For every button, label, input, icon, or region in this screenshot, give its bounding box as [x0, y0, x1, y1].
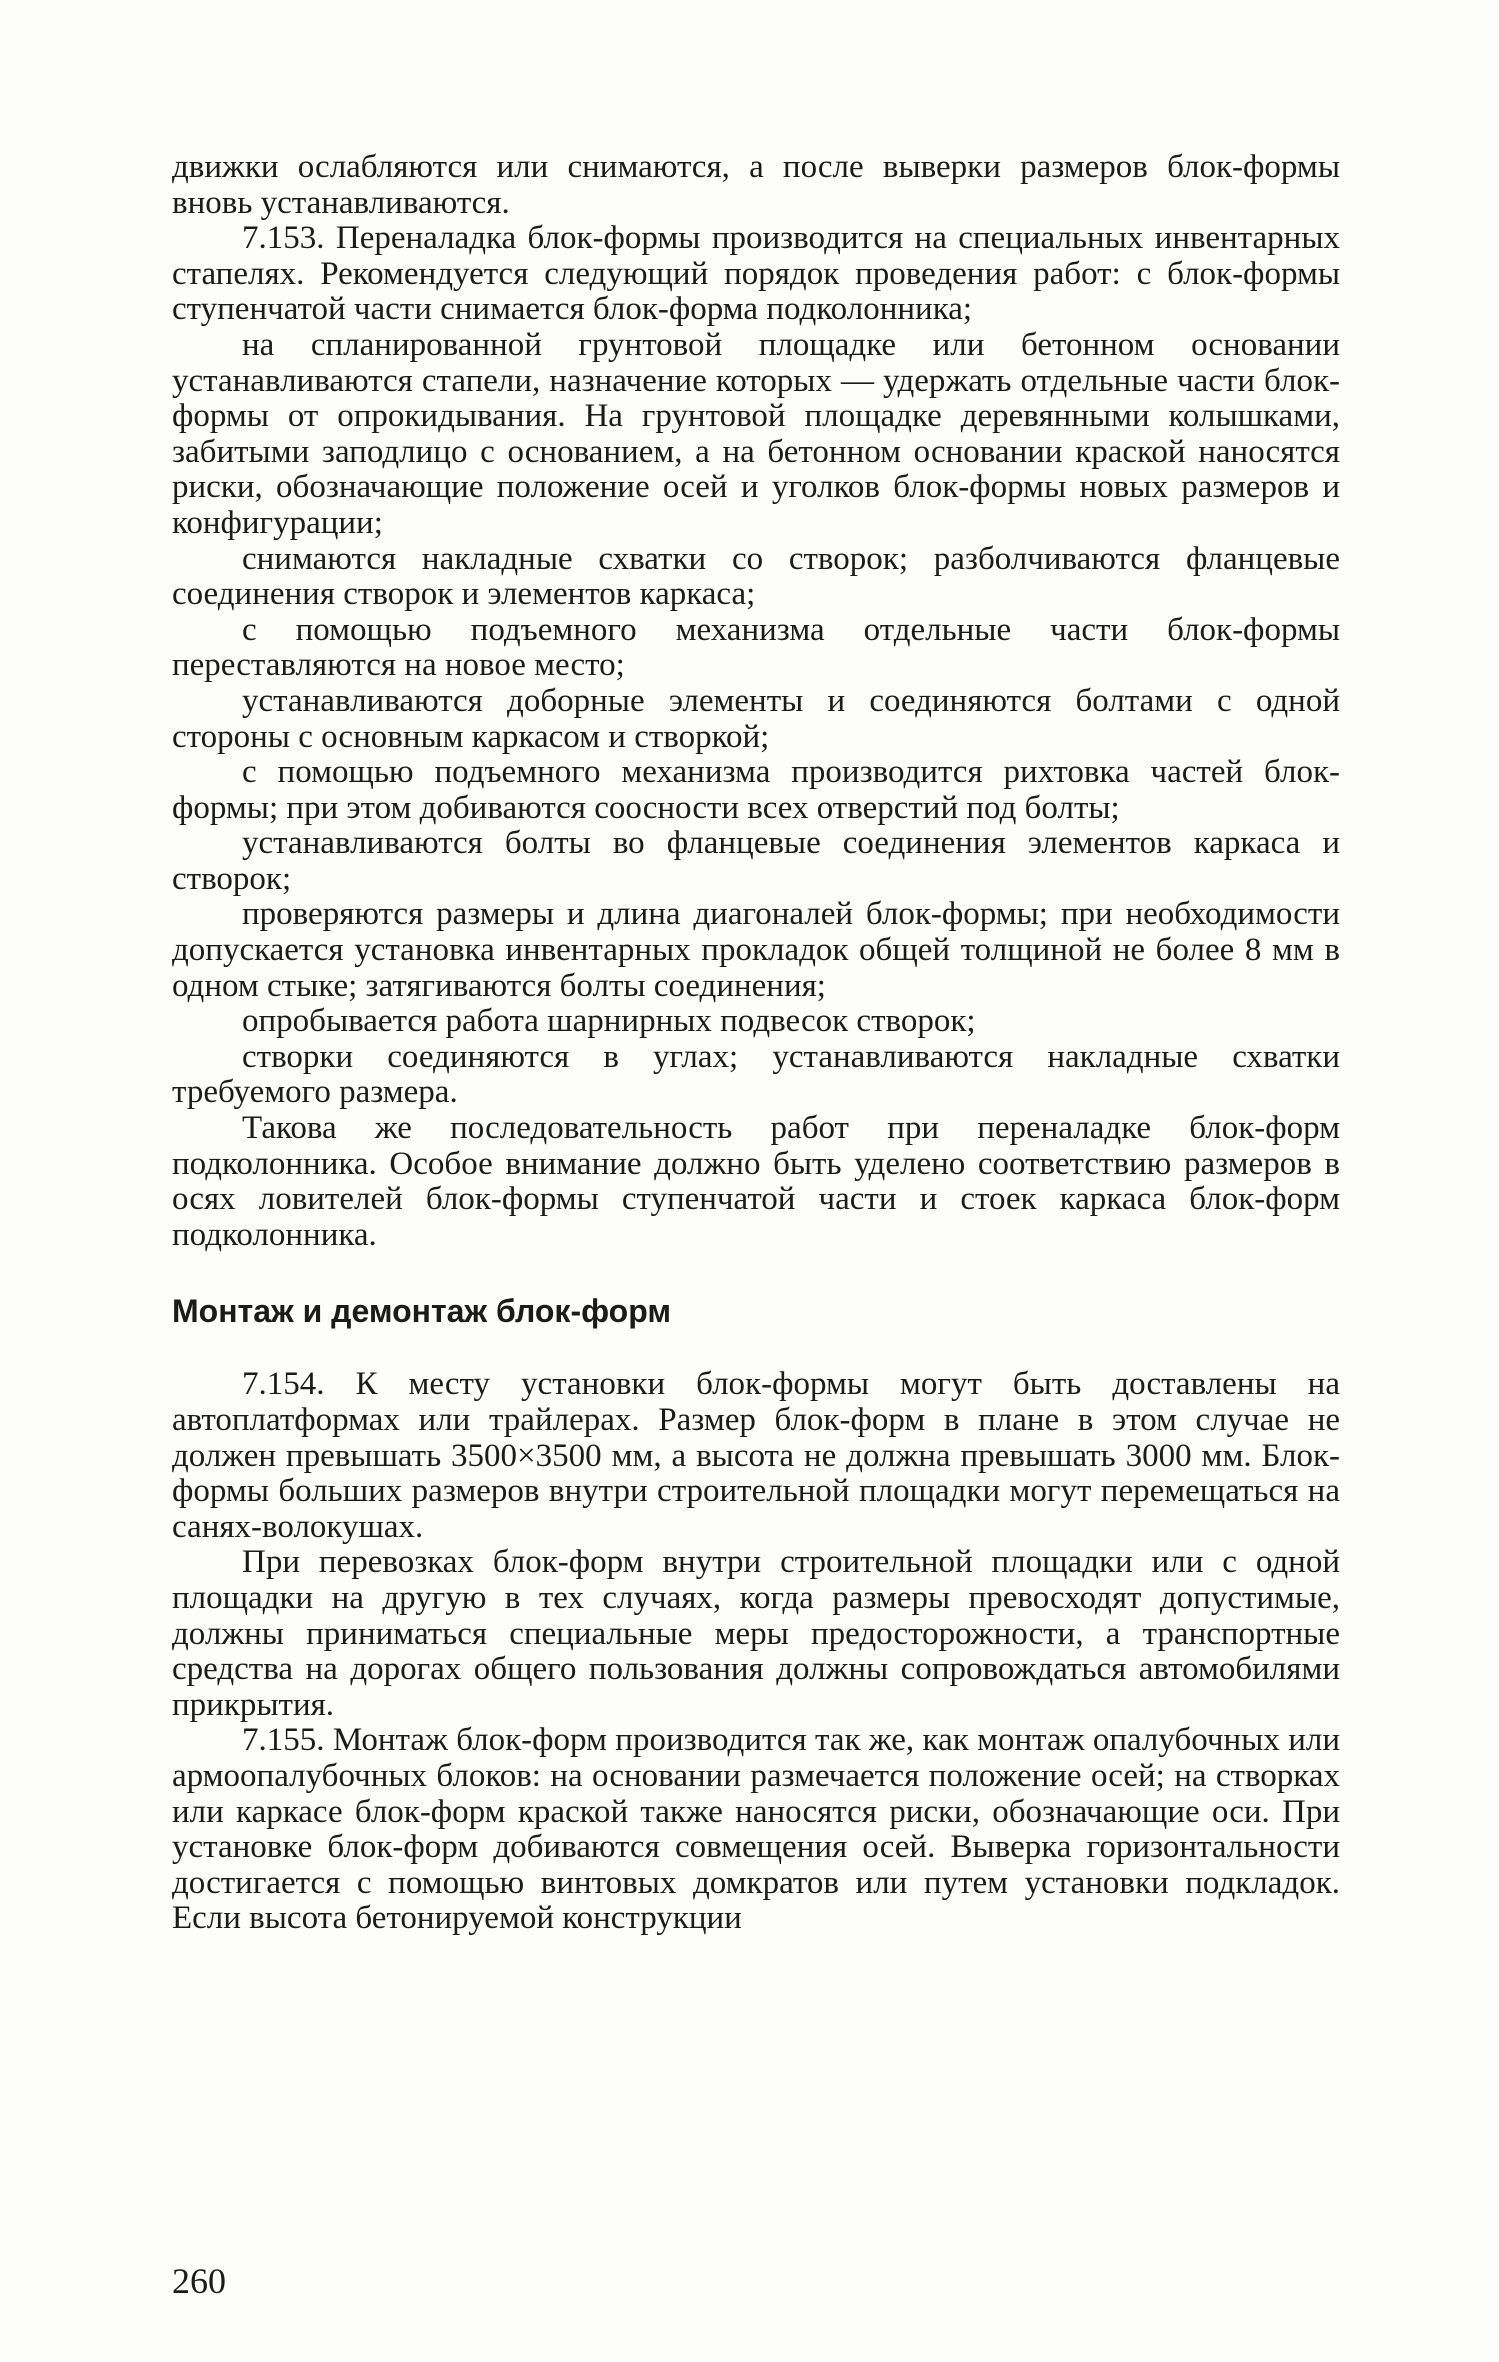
paragraph: снимаются накладные схватки со створок; разболчиваются фланцевые соединения створок и элементов каркаса; — [172, 540, 1340, 613]
paragraph: с помощью подъемного механизма производится рихтовка частей блок-формы; при этом добиваются соосности всех отверстий под болты; — [172, 754, 1340, 826]
paragraph: на спланированной грунтовой площадке или бетонном основании устанавливаются стапели, назначение которых — удержать отдельные части блок-формы от опрокидывания. На грунтовой площадке деревянными колышками, забитыми заподлицо с основанием, а на бетонном основании краской наносятся риски, обозначающие положение осей и уголков блок-формы новых размеров и конфигурации; — [172, 326, 1340, 541]
paragraph: Такова же последовательность работ при переналадке блок-форм подколонника. Особое внимание должно быть уделено соответствию размеров в осях ловителей блок-формы ступенчатой части и стоек каркаса блок-форм подколонника. — [172, 1110, 1340, 1253]
paragraph: устанавливаются доборные элементы и соединяются болтами с одной стороны с основным каркасом и створкой; — [172, 682, 1340, 755]
paragraph: 7.154. К месту установки блок-формы могут быть доставлены на автоплатформах или трайлерах. Размер блок-форм в плане в этом случае не должен превышать 3500×3500 мм, а высота не должна превышать 3000 мм. Блок-формы больших размеров внутри строительной площадки могут перемещаться на санях-волокушах. — [172, 1366, 1340, 1545]
paragraph: с помощью подъемного механизма отдельные части блок-формы переставляются на новое место; — [172, 611, 1340, 684]
section-body — [172, 1367, 1340, 1937]
paragraph: проверяются размеры и длина диагоналей блок-формы; при необходимости допускается установка инвентарных прокладок общей толщиной не более 8 мм в одном стыке; затягиваются болты соединения; — [172, 896, 1340, 1004]
paragraph: 7.155. Монтаж блок-форм производится так же, как монтаж опалубочных или армоопалубочных блоков: на основании размечается положение осей; на створках или каркасе блок-форм краской также наносятся риски, обозначающие оси. При установке блок-форм добиваются совмещения осей. Выверка горизонтальности достигается с помощью винтовых домкратов или путем установки подкладок. Если высота бетонируемой конструкции — [172, 1722, 1340, 1937]
body-text — [172, 150, 1340, 1937]
paragraph: движки ослабляются или снимаются, а после выверки размеров блок-формы вновь устанавливаются. — [172, 149, 1340, 221]
section-heading: Монтаж и демонтаж блок-форм — [172, 1293, 672, 1330]
paragraph: опробывается работа шарнирных подвесок створок; — [242, 1003, 976, 1040]
paragraph: При перевозках блок-форм внутри строительной площадки или с одной площадки на другую в тех случаях, когда размеры превосходят допустимые, должны приниматься специальные меры предосторожности, а транспортные средства на дорогах общего пользования должны сопровождаться автомобилями прикрытия. — [172, 1544, 1340, 1723]
paragraph: створки соединяются в углах; устанавливаются накладные схватки требуемого размера. — [172, 1038, 1340, 1111]
page-number: 260 — [172, 2261, 226, 2301]
paragraph: устанавливаются болты во фланцевые соединения элементов каркаса и створок; — [172, 825, 1340, 897]
paragraph: 7.153. Переналадка блок-формы производится на специальных инвентарных стапелях. Рекомендуется следующий порядок проведения работ: с блок-формы ступенчатой части снимается блок-форма подколонника; — [172, 220, 1340, 328]
